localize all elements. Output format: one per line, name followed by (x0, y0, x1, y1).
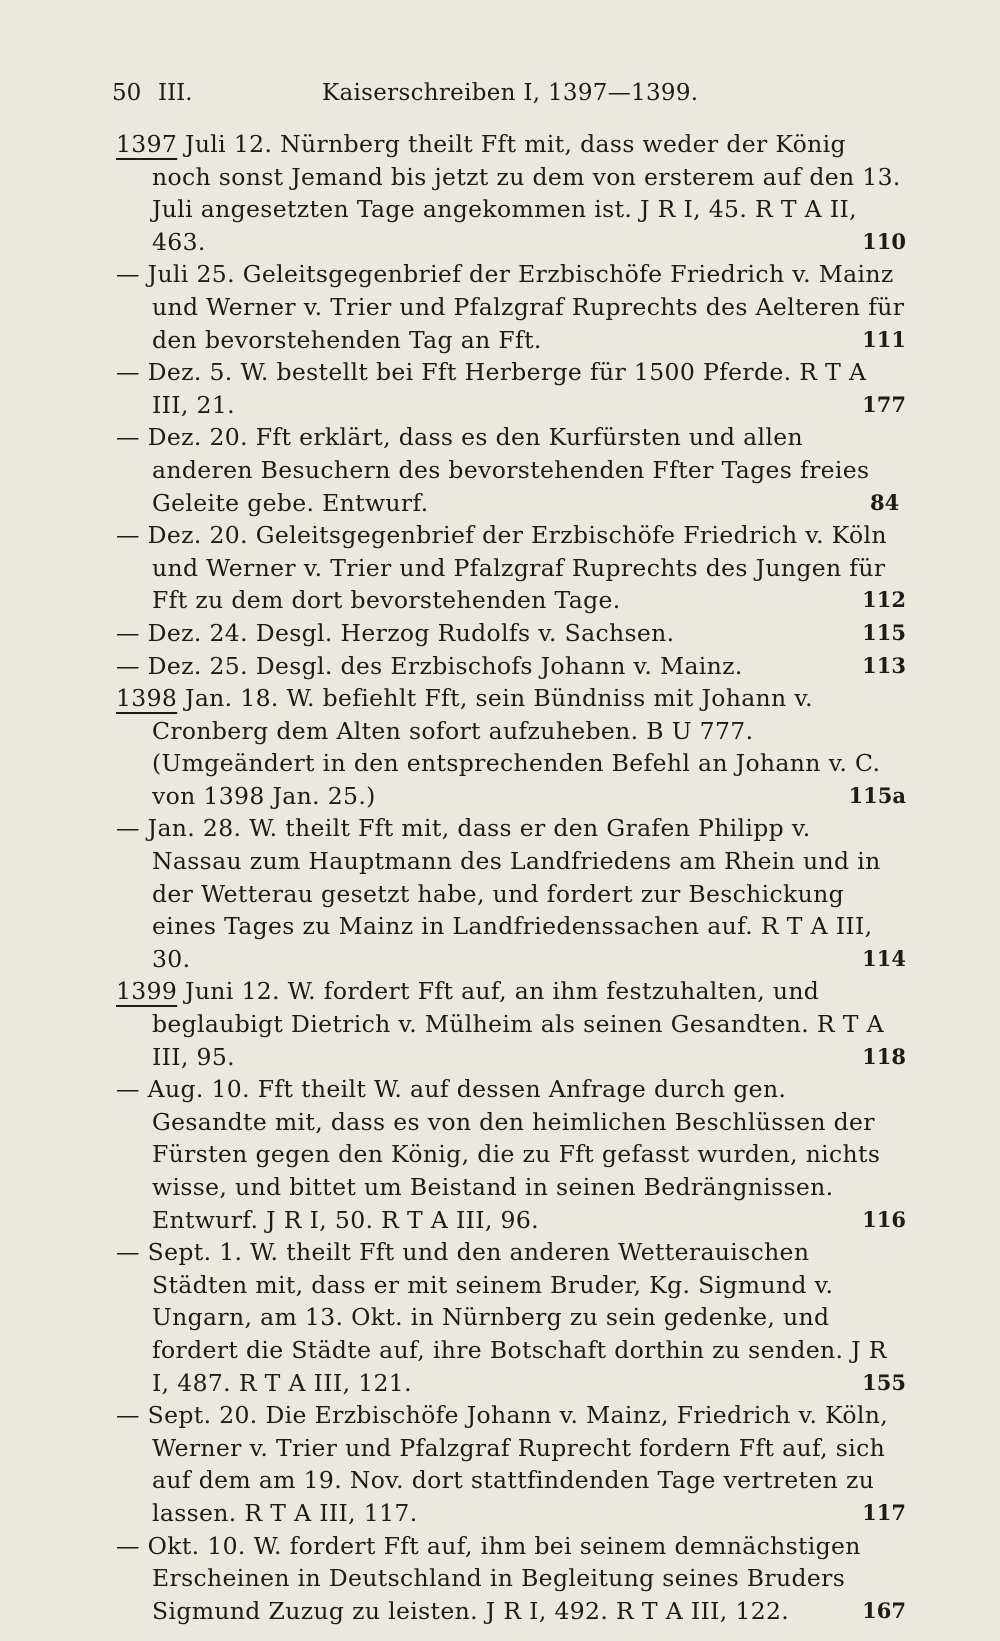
list-item (116, 1073, 906, 1236)
running-title: Kaiserschreiben I, 1397—1399. (322, 80, 699, 106)
entry-number: 155 (862, 1369, 906, 1395)
entry-number: 114 (862, 945, 906, 971)
entry-date: Dez. 20. (147, 521, 248, 550)
entry-text: W. theilt Fft mit, dass er den Grafen Philipp v. Nassau zum Hauptmann des Landfriedens am Rhein und in der Wetterau gesetzt habe, und fordert zur Beschickung eines Tages zu Mainz in Landfriedenssachen auf. R T A III, 30. (152, 814, 881, 973)
ditto-dash: — (116, 260, 148, 289)
entry-date: Sept. 1. (147, 1238, 243, 1267)
entry-year: 1399 (116, 977, 178, 1006)
entry-text: Fft erklärt, dass es den Kurfürsten und allen anderen Besuchern des bevorstehenden Ffter Tages freies Geleite gebe. Entwurf. (152, 423, 870, 517)
entry-number: 117 (862, 1499, 906, 1525)
entry-number: 167 (862, 1597, 906, 1623)
entry-text: Desgl. des Erzbischofs Johann v. Mainz. (255, 651, 743, 680)
ditto-dash: — (116, 1531, 148, 1560)
entry-number: 115a (848, 782, 906, 808)
entry-number: 111 (862, 326, 906, 352)
entry-number: 112 (862, 587, 906, 613)
entry-date: Dez. 25. (147, 651, 248, 680)
list-item (116, 650, 906, 683)
list-item (116, 128, 906, 258)
entry-date: Aug. 10. (147, 1075, 250, 1104)
entry-number: 177 (862, 391, 906, 417)
entry-text: W. fordert Fft auf, an ihm festzuhalten, und beglaubigt Dietrich v. Mülheim als seinen Gesandten. R T A III, 95. (152, 977, 884, 1071)
ditto-dash: — (116, 423, 148, 452)
ditto-dash: — (116, 814, 148, 843)
entry-list (116, 128, 906, 1627)
list-item (116, 1236, 906, 1399)
entry-year: 1397 (116, 130, 178, 158)
entry-text: Fft theilt W. auf dessen Anfrage durch gen. Gesandte mit, dass es von den heimlichen Beschlüssen der Fürsten gegen den König, die zu Fft gefasst wurden, nichts wisse, und bittet um Beistand in seinen Bedrängnissen. Entwurf. J R I, 50. R T A III, 96. (152, 1075, 881, 1234)
entry-text: Geleitsgegenbrief der Erzbischöfe Friedrich v. Mainz und Werner v. Trier und Pfalzgraf Ruprechts des Aelteren für den bevorstehenden Tag an Fft. (152, 260, 905, 354)
entry-text: W. theilt Fft und den anderen Wetterauischen Städten mit, dass er mit seinem Bruder, Kg. Sigmund v. Ungarn, am 13. Okt. in Nürnberg zu sein gedenke, und fordert die Städte auf, ihre Botschaft dorthin zu senden. J R I, 487. R T A III, 121. (152, 1238, 887, 1397)
entry-text: Desgl. Herzog Rudolfs v. Sachsen. (255, 618, 675, 647)
entry-text: Die Erzbischöfe Johann v. Mainz, Friedrich v. Köln, Werner v. Trier und Pfalzgraf Ruprecht fordern Fft auf, sich auf dem am 19. Nov. dort stattfindenden Tage vertreten zu lassen. R T A III, 117. (152, 1401, 889, 1527)
entry-date: Dez. 24. (147, 618, 248, 647)
list-item (116, 682, 906, 812)
entry-text: W. bestellt bei Fft Herberge für 1500 Pferde. R T A III, 21. (152, 358, 867, 419)
entry-text: Geleitsgegenbrief der Erzbischöfe Friedrich v. Köln und Werner v. Trier und Pfalzgraf Ruprechts des Jungen für Fft zu dem dort bevorstehenden Tage. (152, 521, 887, 615)
ditto-dash: — (116, 1075, 148, 1104)
list-item (116, 812, 906, 975)
ditto-dash: — (116, 651, 148, 680)
page-number: 50 (112, 80, 142, 106)
list-item (116, 617, 906, 650)
entry-number: 113 (862, 652, 906, 678)
entry-text: W. befiehlt Fft, sein Bündniss mit Johann v. Cronberg dem Alten sofort aufzuheben. B U 777. (Umgeändert in den entsprechenden Befehl an Johann v. C. von 1398 Jan. 25.) (152, 684, 881, 810)
list-item (116, 356, 906, 421)
list-item (116, 1530, 906, 1628)
entry-number: 118 (862, 1043, 906, 1069)
ditto-dash: — (116, 1401, 148, 1430)
entry-date: Sept. 20. (147, 1401, 258, 1430)
entry-number: 115 (862, 619, 906, 645)
list-item: — Dez. 20. Fft erklärt, dass es den Kurfürsten und allen anderen Besuchern des bevorstehenden Ffter Tages freies Geleite gebe. Entwurf. 84 (116, 423, 900, 517)
entry-date: Juli 25. (147, 260, 235, 289)
entry-date: Jan. 18. (185, 684, 279, 713)
entry-date: Okt. 10. (147, 1531, 246, 1560)
list-item (116, 975, 906, 1073)
list-item (116, 258, 906, 356)
ditto-dash: — (116, 521, 148, 550)
entry-number: 116 (862, 1206, 906, 1232)
entry-text: W. fordert Fft auf, ihm bei seinem demnächstigen Erscheinen in Deutschland in Begleitung seines Bruders Sigmund Zuzug zu leisten. J R I, 492. R T A III, 122. (152, 1531, 861, 1625)
entry-date: Dez. 5. (147, 358, 233, 387)
entry-date: Jan. 28. (147, 814, 242, 843)
entry-date: Dez. 20. (147, 423, 248, 452)
entry-date: Juli 12. (185, 130, 273, 158)
entry-year: 1398 (116, 684, 178, 713)
list-item (116, 519, 906, 617)
entry-date: Juni 12. (185, 977, 280, 1006)
ditto-dash: — (116, 358, 148, 387)
ditto-dash: — (116, 618, 148, 647)
running-header (112, 80, 902, 106)
section-number: III. (158, 80, 193, 106)
entry-number: 110 (862, 228, 906, 254)
ditto-dash: — (116, 1238, 148, 1267)
list-item (116, 1399, 906, 1529)
entry-text: Nürnberg theilt Fft mit, dass weder der König noch sonst Jemand bis jetzt zu dem von ersterem auf den 13. Juli angesetzten Tage angekommen ist. J R I, 45. R T A II, 463. (152, 130, 901, 256)
